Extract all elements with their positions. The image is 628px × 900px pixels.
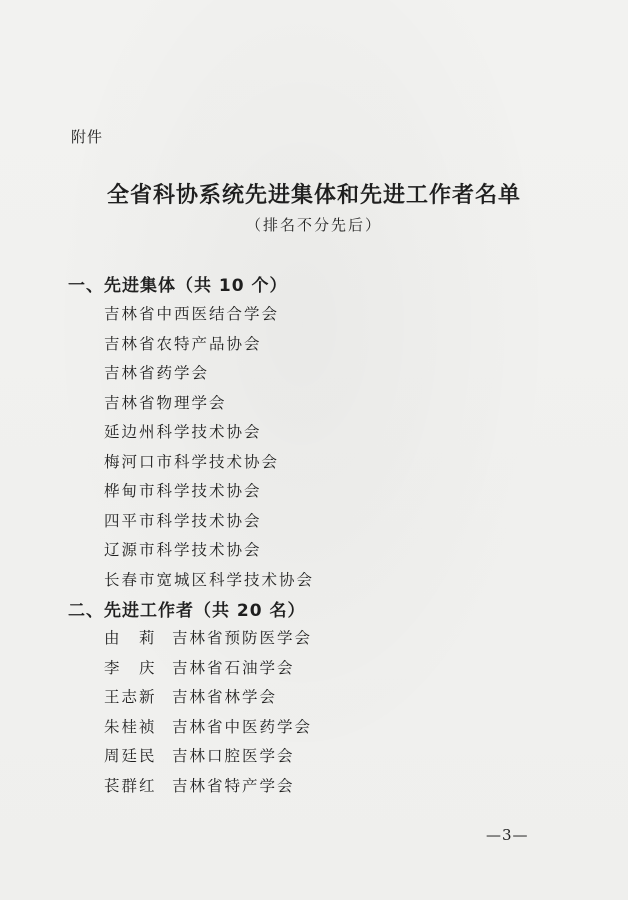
list-item: 吉林省农特产品协会 xyxy=(104,334,262,353)
person-organization: 吉林省中医药学会 xyxy=(172,717,313,736)
list-item: 四平市科学技术协会 xyxy=(104,511,262,530)
list-item xyxy=(104,715,312,745)
page-number: —3— xyxy=(486,826,529,844)
list-item xyxy=(104,626,312,656)
person-organization: 吉林口腔医学会 xyxy=(172,747,295,765)
document-subtitle: （排名不分先后） xyxy=(245,216,382,234)
list-item xyxy=(104,685,312,715)
list-item xyxy=(104,774,312,804)
list-item: 延边州科学技术协会 xyxy=(104,423,262,441)
list-item: 辽源市科学技术协会 xyxy=(104,541,262,559)
list-item: 吉林省药学会 xyxy=(104,364,210,382)
person-name: 由 莉 xyxy=(104,629,157,647)
person-name: 王志新 xyxy=(104,688,157,706)
person-organization: 吉林省林学会 xyxy=(172,688,278,706)
person-name: 周廷民 xyxy=(104,747,157,765)
section-heading-advanced-collectives: 一、先进集体（共 10 个） xyxy=(68,276,288,296)
list-item xyxy=(104,744,312,774)
document-title: 全省科协系统先进集体和先进工作者名单 xyxy=(106,183,521,208)
list-item: 桦甸市科学技术协会 xyxy=(104,482,262,500)
person-name: 苌群红 xyxy=(104,776,157,795)
person-organization: 吉林省特产学会 xyxy=(172,776,295,795)
list-item: 吉林省中西医结合学会 xyxy=(104,305,280,323)
person-name: 朱桂祯 xyxy=(104,717,157,736)
list-item: 长春市宽城区科学技术协会 xyxy=(104,570,315,589)
list-item: 梅河口市科学技术协会 xyxy=(104,452,280,471)
person-organization: 吉林省预防医学会 xyxy=(172,629,313,647)
advanced-collectives-list xyxy=(104,302,314,597)
person-name: 李 庆 xyxy=(104,658,157,677)
person-organization: 吉林省石油学会 xyxy=(172,658,295,677)
list-item xyxy=(104,656,312,686)
advanced-workers-list xyxy=(104,626,312,803)
attachment-label: 附件 xyxy=(71,128,104,146)
list-item: 吉林省物理学会 xyxy=(104,393,227,412)
section-heading-advanced-workers: 二、先进工作者（共 20 名） xyxy=(68,601,306,621)
